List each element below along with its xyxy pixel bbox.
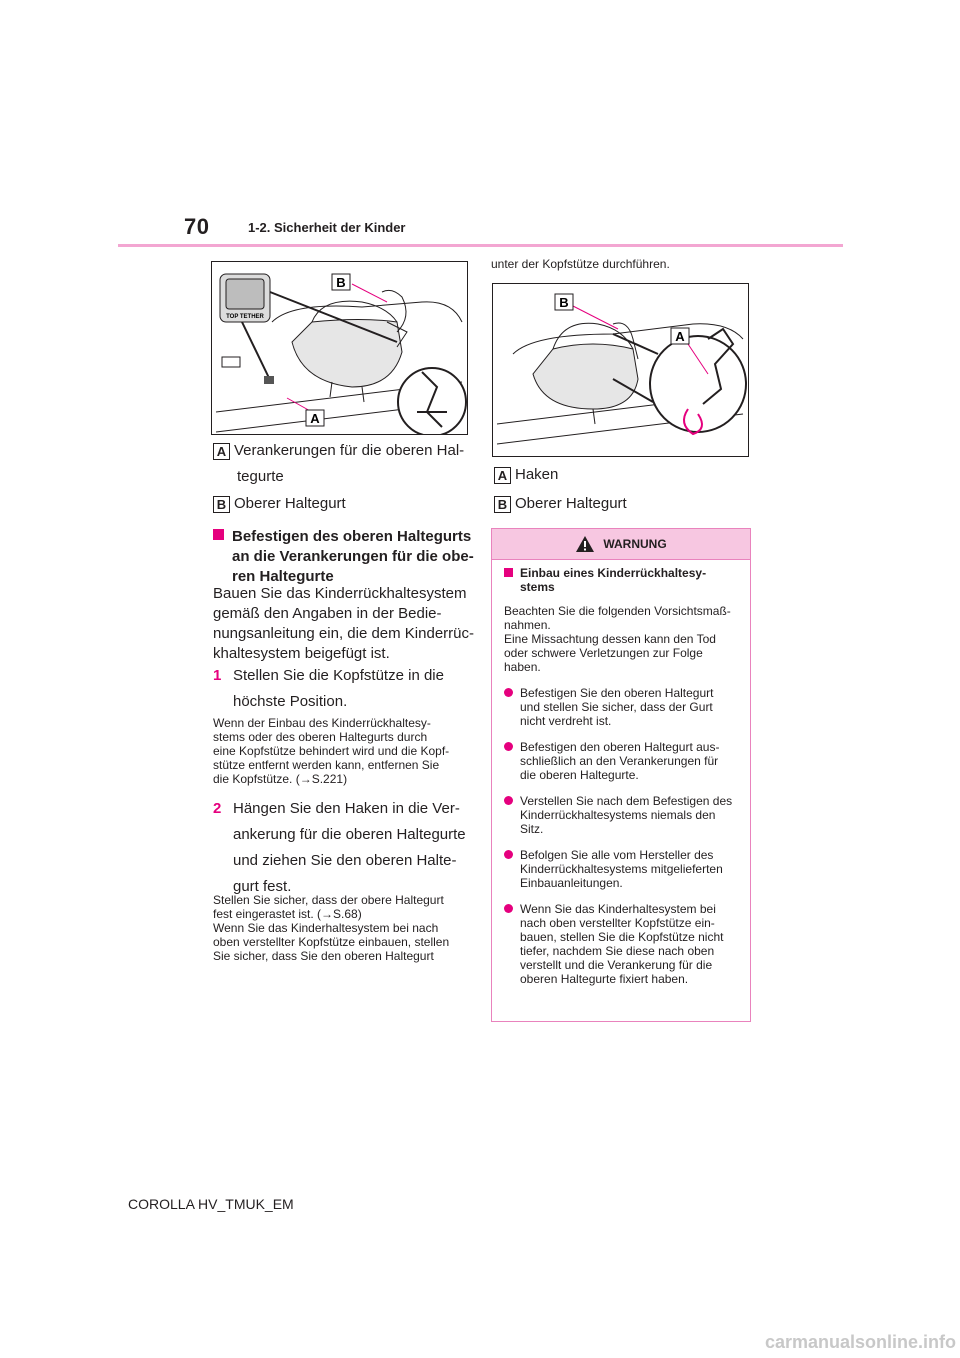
bullet-dot-icon xyxy=(504,904,513,913)
step-1: 1 Stellen Sie die Kopfstütze in die höchste Position. xyxy=(213,663,478,715)
legend1-b xyxy=(213,491,346,517)
square-bullet-icon xyxy=(504,568,513,577)
legend-key: B xyxy=(494,496,511,513)
section-heading: Befestigen des oberen Haltegurts an die Verankerungen für die obe- ren Haltegurte xyxy=(213,527,478,587)
legend-text: Verankerungen für die oberen Hal- xyxy=(234,442,465,459)
note-1: Wenn der Einbau des Kinderrückhaltesy- stems oder des oberen Haltegurts durch eine Kopfstütze behindert wird und die Kopf- stütze entfernt werden kann, entfernen Sie die Kopfstütze. (→S.221) xyxy=(213,716,450,786)
figure2-label-b: B xyxy=(559,295,569,310)
legend-text: Haken xyxy=(515,466,559,483)
bullet-dot-icon xyxy=(504,688,513,697)
warning-subheading: Einbau eines Kinderrückhaltesy- stems xyxy=(504,566,740,594)
warning-bullet: Befolgen Sie alle vom Hersteller des Kinderrückhaltesystems mitgelieferten Einbauanleitungen. xyxy=(504,848,740,890)
bullet-dot-icon xyxy=(504,742,513,751)
bullet-dot-icon xyxy=(504,796,513,805)
warning-bullet: Verstellen Sie nach dem Befestigen des Kinderrückhaltesystems niemals den Sitz. xyxy=(504,794,740,836)
footer-model: COROLLA HV_TMUK_EM xyxy=(128,1196,294,1212)
section-title: 1-2. Sicherheit der Kinder xyxy=(248,220,406,235)
square-bullet-icon xyxy=(213,529,224,540)
page-number: 70 xyxy=(184,214,210,239)
warning-intro: Beachten Sie die folgenden Vorsichtsmaß- nahmen. Eine Missachtung dessen kann den Tod oder schwere Verletzungen zur Folge haben. xyxy=(504,604,731,674)
legend-text: Oberer Haltegurt xyxy=(515,495,627,512)
step-2: 2 Hängen Sie den Haken in die Ver- ankerung für die oberen Haltegurte und ziehen Sie den oberen Halte- gurt fest. xyxy=(213,796,478,900)
top-tether-sign: TOP TETHER xyxy=(226,314,264,320)
figure-top-tether-anchor xyxy=(211,261,468,435)
figure-hook xyxy=(492,283,749,457)
step-number: 1 xyxy=(213,667,222,684)
warning-box xyxy=(491,528,751,1022)
bullet-dot-icon xyxy=(504,850,513,859)
header-rule xyxy=(118,244,843,247)
intro-paragraph: Bauen Sie das Kinderrückhaltesystem gemäß den Angaben in der Bedie- nungsanleitung ein, die dem Kinderrüc- khaltesystem beigefügt ist. xyxy=(213,585,474,662)
watermark: carmanualsonline.info xyxy=(764,1332,956,1352)
warning-bullet: Befestigen den oberen Haltegurt aus- schließlich an den Verankerungen für die oberen Haltegurte. xyxy=(504,740,740,782)
legend-text: Oberer Haltegurt xyxy=(234,495,346,512)
seat-illustration-1 xyxy=(212,262,467,434)
figure2-label-a: A xyxy=(675,329,685,344)
warning-title: WARNUNG xyxy=(603,537,667,551)
legend2-b xyxy=(494,491,627,517)
legend-key: B xyxy=(213,496,230,513)
step-number: 2 xyxy=(213,800,222,817)
legend-key: A xyxy=(213,443,230,460)
seat-illustration-2 xyxy=(493,284,748,456)
note-2: Stellen Sie sicher, dass der obere Haltegurt fest eingerastet ist. (→S.68) Wenn Sie das Kinderhaltesystem bei nach oben verstellter Kopfstütze einbauen, stellen Sie sicher, dass Sie den oberen Haltegurt xyxy=(213,893,450,963)
figure1-label-b: B xyxy=(336,275,346,290)
legend-key: A xyxy=(494,467,511,484)
warning-bullet: Wenn Sie das Kinderhaltesystem bei nach oben verstellter Kopfstütze ein- bauen, stellen Sie die Kopfstütze nicht tiefer, nachdem Sie diese nach oben verstellt und die Verankerung für die oberen Haltegurte fixiert haben. xyxy=(504,902,740,986)
figure1-label-a: A xyxy=(310,411,320,426)
legend2-a xyxy=(494,462,558,488)
warning-header xyxy=(492,529,750,560)
warning-bullet: Befestigen Sie den oberen Haltegurt und stellen Sie sicher, dass der Gurt nicht verdreht ist. xyxy=(504,686,740,728)
continuation-text: unter der Kopfstütze durchführen. xyxy=(491,257,670,271)
legend1-a xyxy=(213,438,473,490)
legend-text-cont: tegurte xyxy=(237,468,284,485)
warning-triangle-icon xyxy=(575,535,595,553)
